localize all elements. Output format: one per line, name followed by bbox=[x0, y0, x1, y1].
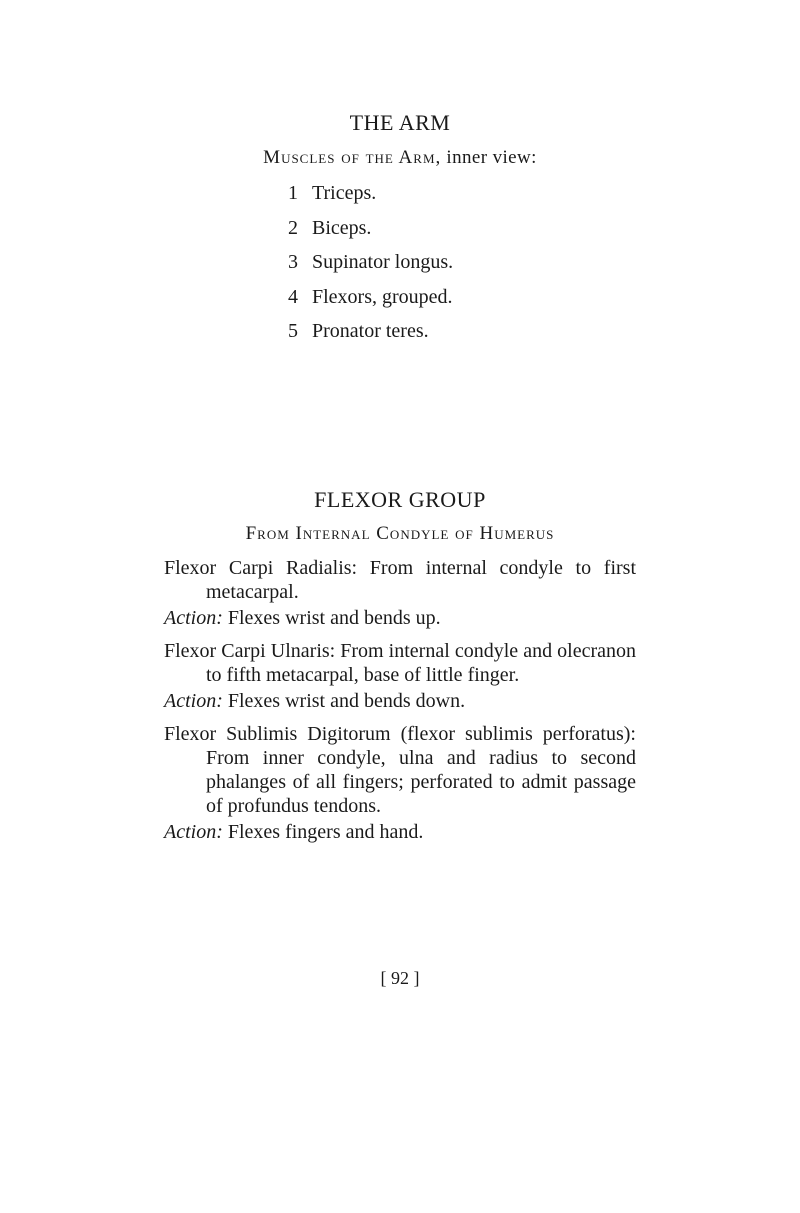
list-item bbox=[288, 176, 453, 211]
list-item-number: 5 bbox=[288, 320, 298, 342]
list-item-label: Flexors, grouped. bbox=[312, 285, 453, 308]
muscle-action bbox=[164, 689, 636, 713]
list-item-label: Biceps. bbox=[312, 216, 372, 239]
list-item-number: 2 bbox=[288, 216, 298, 239]
list-item-number: 3 bbox=[288, 251, 298, 273]
section-subtitle-condyle: From Internal Condyle of Humerus bbox=[245, 523, 555, 544]
list-item-number: 4 bbox=[288, 285, 298, 308]
list-item bbox=[288, 245, 453, 280]
muscle-description: Flexor Sublimis Digitorum (flexor sublimis perforatus): From inner condyle, ulna and radius to second phalanges of all fingers; perforated to admit passage of profundus tendons. bbox=[164, 723, 636, 817]
muscle-description: Flexor Carpi Ulnaris: From internal condyle and olecranon to fifth metacarpal, base of little finger. bbox=[164, 640, 636, 686]
list-item bbox=[288, 314, 453, 349]
list-item-label: Triceps. bbox=[312, 182, 377, 204]
list-item-number: 1 bbox=[288, 182, 298, 204]
muscle-entry bbox=[164, 639, 636, 713]
list-item-label: Supinator longus. bbox=[312, 251, 454, 273]
action-label: Action: bbox=[164, 821, 223, 843]
action-text: Flexes fingers and hand. bbox=[222, 821, 424, 843]
action-text: Flexes wrist and bends up. bbox=[222, 607, 441, 629]
action-label: Action: bbox=[164, 607, 223, 629]
muscle-action bbox=[164, 606, 636, 630]
section-title-flexor-group: FLEXOR GROUP bbox=[314, 487, 486, 512]
subtitle-rest: inner view: bbox=[441, 147, 537, 168]
muscle-description: Flexor Carpi Radialis: From internal condyle to first metacarpal. bbox=[164, 557, 636, 603]
page-number: [ 92 ] bbox=[380, 968, 420, 988]
list-item bbox=[288, 211, 453, 246]
list-item-label: Pronator teres. bbox=[312, 320, 429, 342]
muscle-action bbox=[164, 820, 636, 844]
section-subtitle-muscles bbox=[0, 147, 800, 169]
list-item bbox=[288, 280, 453, 315]
section-title-the-arm: THE ARM bbox=[349, 110, 451, 135]
muscle-entry bbox=[164, 556, 636, 630]
muscle-entries bbox=[164, 556, 636, 853]
muscle-list bbox=[288, 176, 453, 349]
muscle-entry bbox=[164, 722, 636, 844]
subtitle-caps: Muscles of the Arm, bbox=[263, 147, 442, 168]
action-text: Flexes wrist and bends down. bbox=[222, 690, 466, 712]
action-label: Action: bbox=[164, 690, 223, 712]
